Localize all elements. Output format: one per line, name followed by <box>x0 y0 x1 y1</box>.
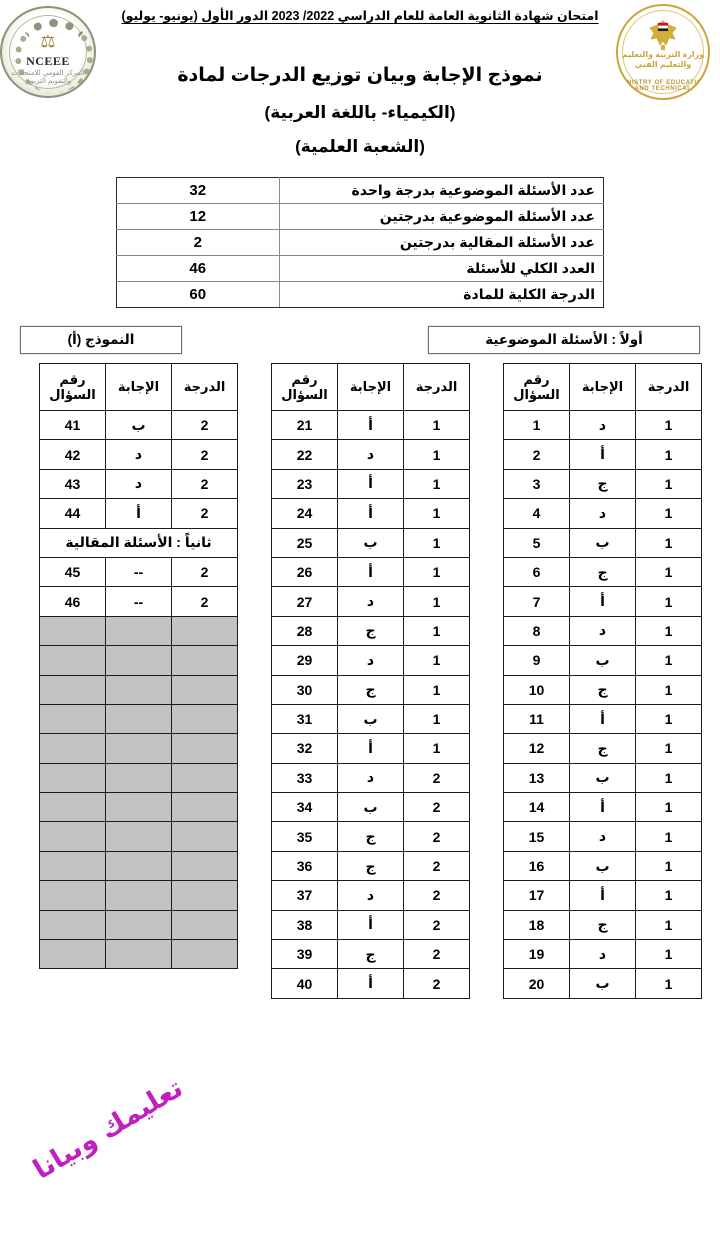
header-grade: الدرجة <box>404 364 470 411</box>
cell-question-number: 24 <box>272 499 338 528</box>
table-row <box>272 528 470 557</box>
filler-cell <box>40 910 106 939</box>
header-grade: الدرجة <box>636 364 702 411</box>
cell-question-number: 2 <box>504 440 570 469</box>
cell-grade: 1 <box>404 557 470 586</box>
cell-grade: 1 <box>404 469 470 498</box>
table-row <box>504 704 702 733</box>
cell-answer: د <box>570 499 636 528</box>
cell-answer: أ <box>570 440 636 469</box>
summary-value: 2 <box>117 230 280 256</box>
summary-value: 60 <box>117 282 280 308</box>
filler-cell <box>172 675 238 704</box>
filler-cell <box>106 675 172 704</box>
summary-label: الدرجة الكلية للمادة <box>279 282 603 308</box>
empty-filler-row <box>40 793 238 822</box>
cell-grade: 1 <box>636 763 702 792</box>
cell-grade: 2 <box>172 469 238 498</box>
cell-grade: 1 <box>636 881 702 910</box>
nceee-arabic-name: المركز القومي للامتحانات والتقويم التربوي <box>11 70 85 86</box>
summary-label: العدد الكلي للأسئلة <box>279 256 603 282</box>
filler-cell <box>172 910 238 939</box>
table-row <box>272 851 470 880</box>
empty-filler-row <box>40 763 238 792</box>
cell-answer: د <box>570 616 636 645</box>
table-row <box>504 528 702 557</box>
table-row <box>272 616 470 645</box>
cell-question-number: 22 <box>272 440 338 469</box>
cell-answer: أ <box>570 881 636 910</box>
cell-grade: 2 <box>404 851 470 880</box>
nceee-acronym: NCEEE <box>26 53 70 68</box>
table-row <box>504 587 702 616</box>
cell-answer: د <box>338 587 404 616</box>
summary-label: عدد الأسئلة الموضوعية بدرجة واحدة <box>279 178 603 204</box>
cell-answer: ب <box>570 646 636 675</box>
filler-cell <box>172 704 238 733</box>
empty-filler-row <box>40 646 238 675</box>
table-row <box>504 440 702 469</box>
summary-label: عدد الأسئلة المقالية بدرجتين <box>279 230 603 256</box>
model-version-label: النموذج (أ) <box>20 326 182 354</box>
cell-grade: 2 <box>172 587 238 616</box>
header-question-number: رقم السؤال <box>272 364 338 411</box>
summary-value: 12 <box>117 204 280 230</box>
table-row <box>272 910 470 939</box>
table-row <box>40 587 238 616</box>
table-row <box>504 940 702 969</box>
header-question-number: رقم السؤال <box>40 364 106 411</box>
cell-answer: أ <box>570 704 636 733</box>
table-row <box>504 910 702 939</box>
empty-filler-row <box>40 822 238 851</box>
cell-question-number: 28 <box>272 616 338 645</box>
cell-question-number: 32 <box>272 734 338 763</box>
filler-cell <box>106 646 172 675</box>
cell-answer: د <box>338 881 404 910</box>
cell-grade: 1 <box>404 616 470 645</box>
table-row <box>272 969 470 998</box>
cell-answer: أ <box>106 499 172 528</box>
cell-question-number: 39 <box>272 940 338 969</box>
filler-cell <box>40 675 106 704</box>
filler-cell <box>40 940 106 969</box>
table-row <box>504 499 702 528</box>
cell-answer: أ <box>338 969 404 998</box>
cell-grade: 1 <box>636 557 702 586</box>
cell-grade: 2 <box>172 499 238 528</box>
cell-answer: ج <box>570 675 636 704</box>
cell-grade: 1 <box>636 616 702 645</box>
cell-answer: أ <box>338 411 404 440</box>
summary-row <box>117 282 604 308</box>
filler-cell <box>106 704 172 733</box>
cell-grade: 1 <box>404 411 470 440</box>
table-header-row <box>272 364 470 411</box>
cell-question-number: 34 <box>272 793 338 822</box>
cell-question-number: 10 <box>504 675 570 704</box>
cell-question-number: 5 <box>504 528 570 557</box>
header-question-number: رقم السؤال <box>504 364 570 411</box>
track-title: (الشعبة العلمية) <box>295 137 425 156</box>
filler-cell <box>106 910 172 939</box>
cell-answer: د <box>570 822 636 851</box>
cell-answer: ب <box>106 411 172 440</box>
watermark-text: تعليمك وبيانا <box>28 1072 189 1186</box>
cell-answer: د <box>570 940 636 969</box>
filler-cell <box>172 851 238 880</box>
table-row <box>504 763 702 792</box>
filler-cell <box>172 793 238 822</box>
table-row <box>40 440 238 469</box>
cell-answer: ب <box>570 969 636 998</box>
table-row <box>504 646 702 675</box>
table-row <box>504 616 702 645</box>
cell-question-number: 29 <box>272 646 338 675</box>
cell-answer: ج <box>338 675 404 704</box>
filler-cell <box>106 881 172 910</box>
cell-grade: 2 <box>404 793 470 822</box>
summary-row <box>117 204 604 230</box>
cell-answer: ج <box>338 851 404 880</box>
table-row <box>272 793 470 822</box>
cell-grade: 2 <box>404 940 470 969</box>
cell-grade: 2 <box>404 910 470 939</box>
filler-cell <box>106 822 172 851</box>
table-header-row <box>504 364 702 411</box>
cell-answer: أ <box>338 499 404 528</box>
cell-grade: 1 <box>404 675 470 704</box>
cell-answer: أ <box>570 793 636 822</box>
table-row <box>272 734 470 763</box>
cell-answer: أ <box>338 557 404 586</box>
filler-cell <box>106 851 172 880</box>
table-row <box>272 440 470 469</box>
cell-question-number: 7 <box>504 587 570 616</box>
cell-grade: 2 <box>404 881 470 910</box>
cell-question-number: 23 <box>272 469 338 498</box>
table-q1-20 <box>503 363 702 999</box>
cell-question-number: 4 <box>504 499 570 528</box>
cell-question-number: 36 <box>272 851 338 880</box>
cell-question-number: 14 <box>504 793 570 822</box>
cell-answer: د <box>338 440 404 469</box>
table-row <box>272 675 470 704</box>
cell-question-number: 46 <box>40 587 106 616</box>
cell-answer: ج <box>570 469 636 498</box>
filler-cell <box>106 616 172 645</box>
filler-cell <box>172 940 238 969</box>
empty-filler-row <box>40 675 238 704</box>
cell-question-number: 11 <box>504 704 570 733</box>
filler-cell <box>106 793 172 822</box>
objective-section-label: أولاً : الأسئلة الموضوعية <box>428 326 700 354</box>
header-answer: الإجابة <box>106 364 172 411</box>
cell-grade: 1 <box>636 940 702 969</box>
cell-grade: 1 <box>404 440 470 469</box>
cell-question-number: 12 <box>504 734 570 763</box>
cell-grade: 1 <box>404 499 470 528</box>
cell-grade: 1 <box>636 469 702 498</box>
cell-grade: 1 <box>404 704 470 733</box>
table-row <box>272 940 470 969</box>
cell-answer: د <box>106 440 172 469</box>
cell-answer: ب <box>338 793 404 822</box>
table-row <box>504 969 702 998</box>
empty-filler-row <box>40 734 238 763</box>
cell-question-number: 25 <box>272 528 338 557</box>
cell-answer: ب <box>570 528 636 557</box>
cell-grade: 1 <box>636 646 702 675</box>
ministry-english-text: MINISTRY OF EDUCATION AND TECHNICAL <box>619 80 707 93</box>
cell-question-number: 13 <box>504 763 570 792</box>
cell-grade: 1 <box>636 675 702 704</box>
filler-cell <box>40 793 106 822</box>
eagle-of-saladin-icon <box>643 19 683 53</box>
exam-session-line: امتحان شهادة الثانوية العامة للعام الدراسي 2022/ 2023 الدور الأول (يونيو- يوليو) <box>121 9 599 23</box>
summary-value: 32 <box>117 178 280 204</box>
cell-answer: ج <box>338 940 404 969</box>
table-q21-40 <box>271 363 470 999</box>
empty-filler-row <box>40 940 238 969</box>
essay-section-row <box>40 528 238 557</box>
exam-summary-table <box>116 177 604 308</box>
filler-cell <box>106 763 172 792</box>
cell-grade: 1 <box>636 411 702 440</box>
cell-answer: -- <box>106 557 172 586</box>
table-row <box>272 499 470 528</box>
cell-grade: 1 <box>404 734 470 763</box>
cell-question-number: 38 <box>272 910 338 939</box>
filler-cell <box>40 734 106 763</box>
watermark <box>28 1072 220 1235</box>
summary-label: عدد الأسئلة الموضوعية بدرجتين <box>279 204 603 230</box>
table-row <box>272 646 470 675</box>
table-row <box>272 557 470 586</box>
filler-cell <box>40 822 106 851</box>
essay-section-label: ثانياً : الأسئلة المقالية <box>40 528 238 557</box>
table-row <box>504 557 702 586</box>
cell-question-number: 41 <box>40 411 106 440</box>
cell-grade: 1 <box>636 587 702 616</box>
answer-key-tables <box>0 363 720 1186</box>
ministry-arabic-line1: وزارة التربية والتعليم <box>621 50 705 60</box>
table-row <box>504 675 702 704</box>
cell-answer: أ <box>338 734 404 763</box>
summary-row <box>117 178 604 204</box>
cell-grade: 1 <box>636 969 702 998</box>
cell-grade: 1 <box>404 646 470 675</box>
balance-scale-icon: ⚖ <box>40 31 56 51</box>
filler-cell <box>172 763 238 792</box>
cell-answer: ج <box>338 616 404 645</box>
filler-cell <box>40 881 106 910</box>
header-answer: الإجابة <box>570 364 636 411</box>
table-row <box>40 469 238 498</box>
cell-answer: -- <box>106 587 172 616</box>
cell-answer: ج <box>570 557 636 586</box>
table-row <box>504 881 702 910</box>
cell-question-number: 45 <box>40 557 106 586</box>
table-header-row <box>40 364 238 411</box>
cell-grade: 1 <box>636 528 702 557</box>
cell-grade: 1 <box>404 528 470 557</box>
cell-grade: 1 <box>404 587 470 616</box>
cell-answer: د <box>106 469 172 498</box>
cell-question-number: 37 <box>272 881 338 910</box>
summary-row <box>117 256 604 282</box>
header-grade: الدرجة <box>172 364 238 411</box>
subject-title: (الكيمياء- باللغة العربية) <box>264 103 456 122</box>
cell-grade: 1 <box>636 704 702 733</box>
cell-grade: 1 <box>636 910 702 939</box>
cell-answer: ب <box>570 851 636 880</box>
summary-value: 46 <box>117 256 280 282</box>
filler-cell <box>40 704 106 733</box>
filler-cell <box>172 734 238 763</box>
page-title: نموذج الإجابة وبيان توزيع الدرجات لمادة <box>177 65 543 86</box>
table-row <box>504 411 702 440</box>
cell-grade: 2 <box>404 969 470 998</box>
cell-question-number: 16 <box>504 851 570 880</box>
table-row <box>272 469 470 498</box>
filler-cell <box>172 822 238 851</box>
empty-filler-row <box>40 851 238 880</box>
cell-question-number: 40 <box>272 969 338 998</box>
summary-table-container <box>0 177 720 308</box>
cell-question-number: 8 <box>504 616 570 645</box>
table-row <box>504 734 702 763</box>
table-row <box>272 763 470 792</box>
cell-answer: د <box>338 763 404 792</box>
cell-question-number: 35 <box>272 822 338 851</box>
filler-cell <box>106 734 172 763</box>
cell-grade: 2 <box>172 557 238 586</box>
empty-filler-row <box>40 616 238 645</box>
cell-question-number: 20 <box>504 969 570 998</box>
cell-question-number: 27 <box>272 587 338 616</box>
cell-grade: 1 <box>636 793 702 822</box>
cell-question-number: 6 <box>504 557 570 586</box>
ministry-arabic-text <box>618 50 708 70</box>
section-label-row <box>0 326 720 356</box>
cell-question-number: 9 <box>504 646 570 675</box>
cell-question-number: 31 <box>272 704 338 733</box>
filler-cell <box>40 616 106 645</box>
cell-question-number: 42 <box>40 440 106 469</box>
table-row <box>504 469 702 498</box>
filler-cell <box>106 940 172 969</box>
cell-grade: 1 <box>636 851 702 880</box>
empty-filler-row <box>40 881 238 910</box>
header-answer: الإجابة <box>338 364 404 411</box>
table-row <box>40 411 238 440</box>
cell-grade: 1 <box>636 734 702 763</box>
table-row <box>504 822 702 851</box>
cell-grade: 2 <box>172 440 238 469</box>
cell-answer: ب <box>338 704 404 733</box>
empty-filler-row <box>40 704 238 733</box>
table-row <box>40 499 238 528</box>
cell-question-number: 18 <box>504 910 570 939</box>
cell-question-number: 30 <box>272 675 338 704</box>
cell-grade: 2 <box>404 763 470 792</box>
table-row <box>272 411 470 440</box>
summary-row <box>117 230 604 256</box>
cell-question-number: 33 <box>272 763 338 792</box>
cell-question-number: 44 <box>40 499 106 528</box>
cell-question-number: 19 <box>504 940 570 969</box>
table-row <box>272 822 470 851</box>
filler-cell <box>172 646 238 675</box>
table-row <box>272 881 470 910</box>
cell-question-number: 17 <box>504 881 570 910</box>
filler-cell <box>40 851 106 880</box>
cell-grade: 1 <box>636 822 702 851</box>
cell-answer: أ <box>338 469 404 498</box>
table-row <box>272 704 470 733</box>
empty-filler-row <box>40 910 238 939</box>
cell-answer: ب <box>570 763 636 792</box>
table-row <box>504 851 702 880</box>
cell-grade: 2 <box>172 411 238 440</box>
cell-grade: 1 <box>636 499 702 528</box>
table-row <box>272 587 470 616</box>
cell-question-number: 26 <box>272 557 338 586</box>
cell-answer: ج <box>570 734 636 763</box>
cell-answer: أ <box>338 910 404 939</box>
filler-cell <box>172 881 238 910</box>
cell-answer: د <box>570 411 636 440</box>
cell-answer: ب <box>338 528 404 557</box>
cell-answer: ج <box>338 822 404 851</box>
cell-question-number: 15 <box>504 822 570 851</box>
cell-answer: ج <box>570 910 636 939</box>
cell-grade: 2 <box>404 822 470 851</box>
filler-cell <box>172 616 238 645</box>
table-row <box>40 557 238 586</box>
filler-cell <box>40 646 106 675</box>
filler-cell <box>40 763 106 792</box>
table-q41-46 <box>39 363 238 969</box>
table-row <box>504 793 702 822</box>
cell-answer: د <box>338 646 404 675</box>
document-header <box>0 0 720 100</box>
cell-grade: 1 <box>636 440 702 469</box>
cell-question-number: 3 <box>504 469 570 498</box>
ministry-arabic-line2: والتعليم الفني <box>634 60 692 70</box>
cell-question-number: 43 <box>40 469 106 498</box>
cell-question-number: 21 <box>272 411 338 440</box>
cell-answer: أ <box>570 587 636 616</box>
cell-question-number: 1 <box>504 411 570 440</box>
